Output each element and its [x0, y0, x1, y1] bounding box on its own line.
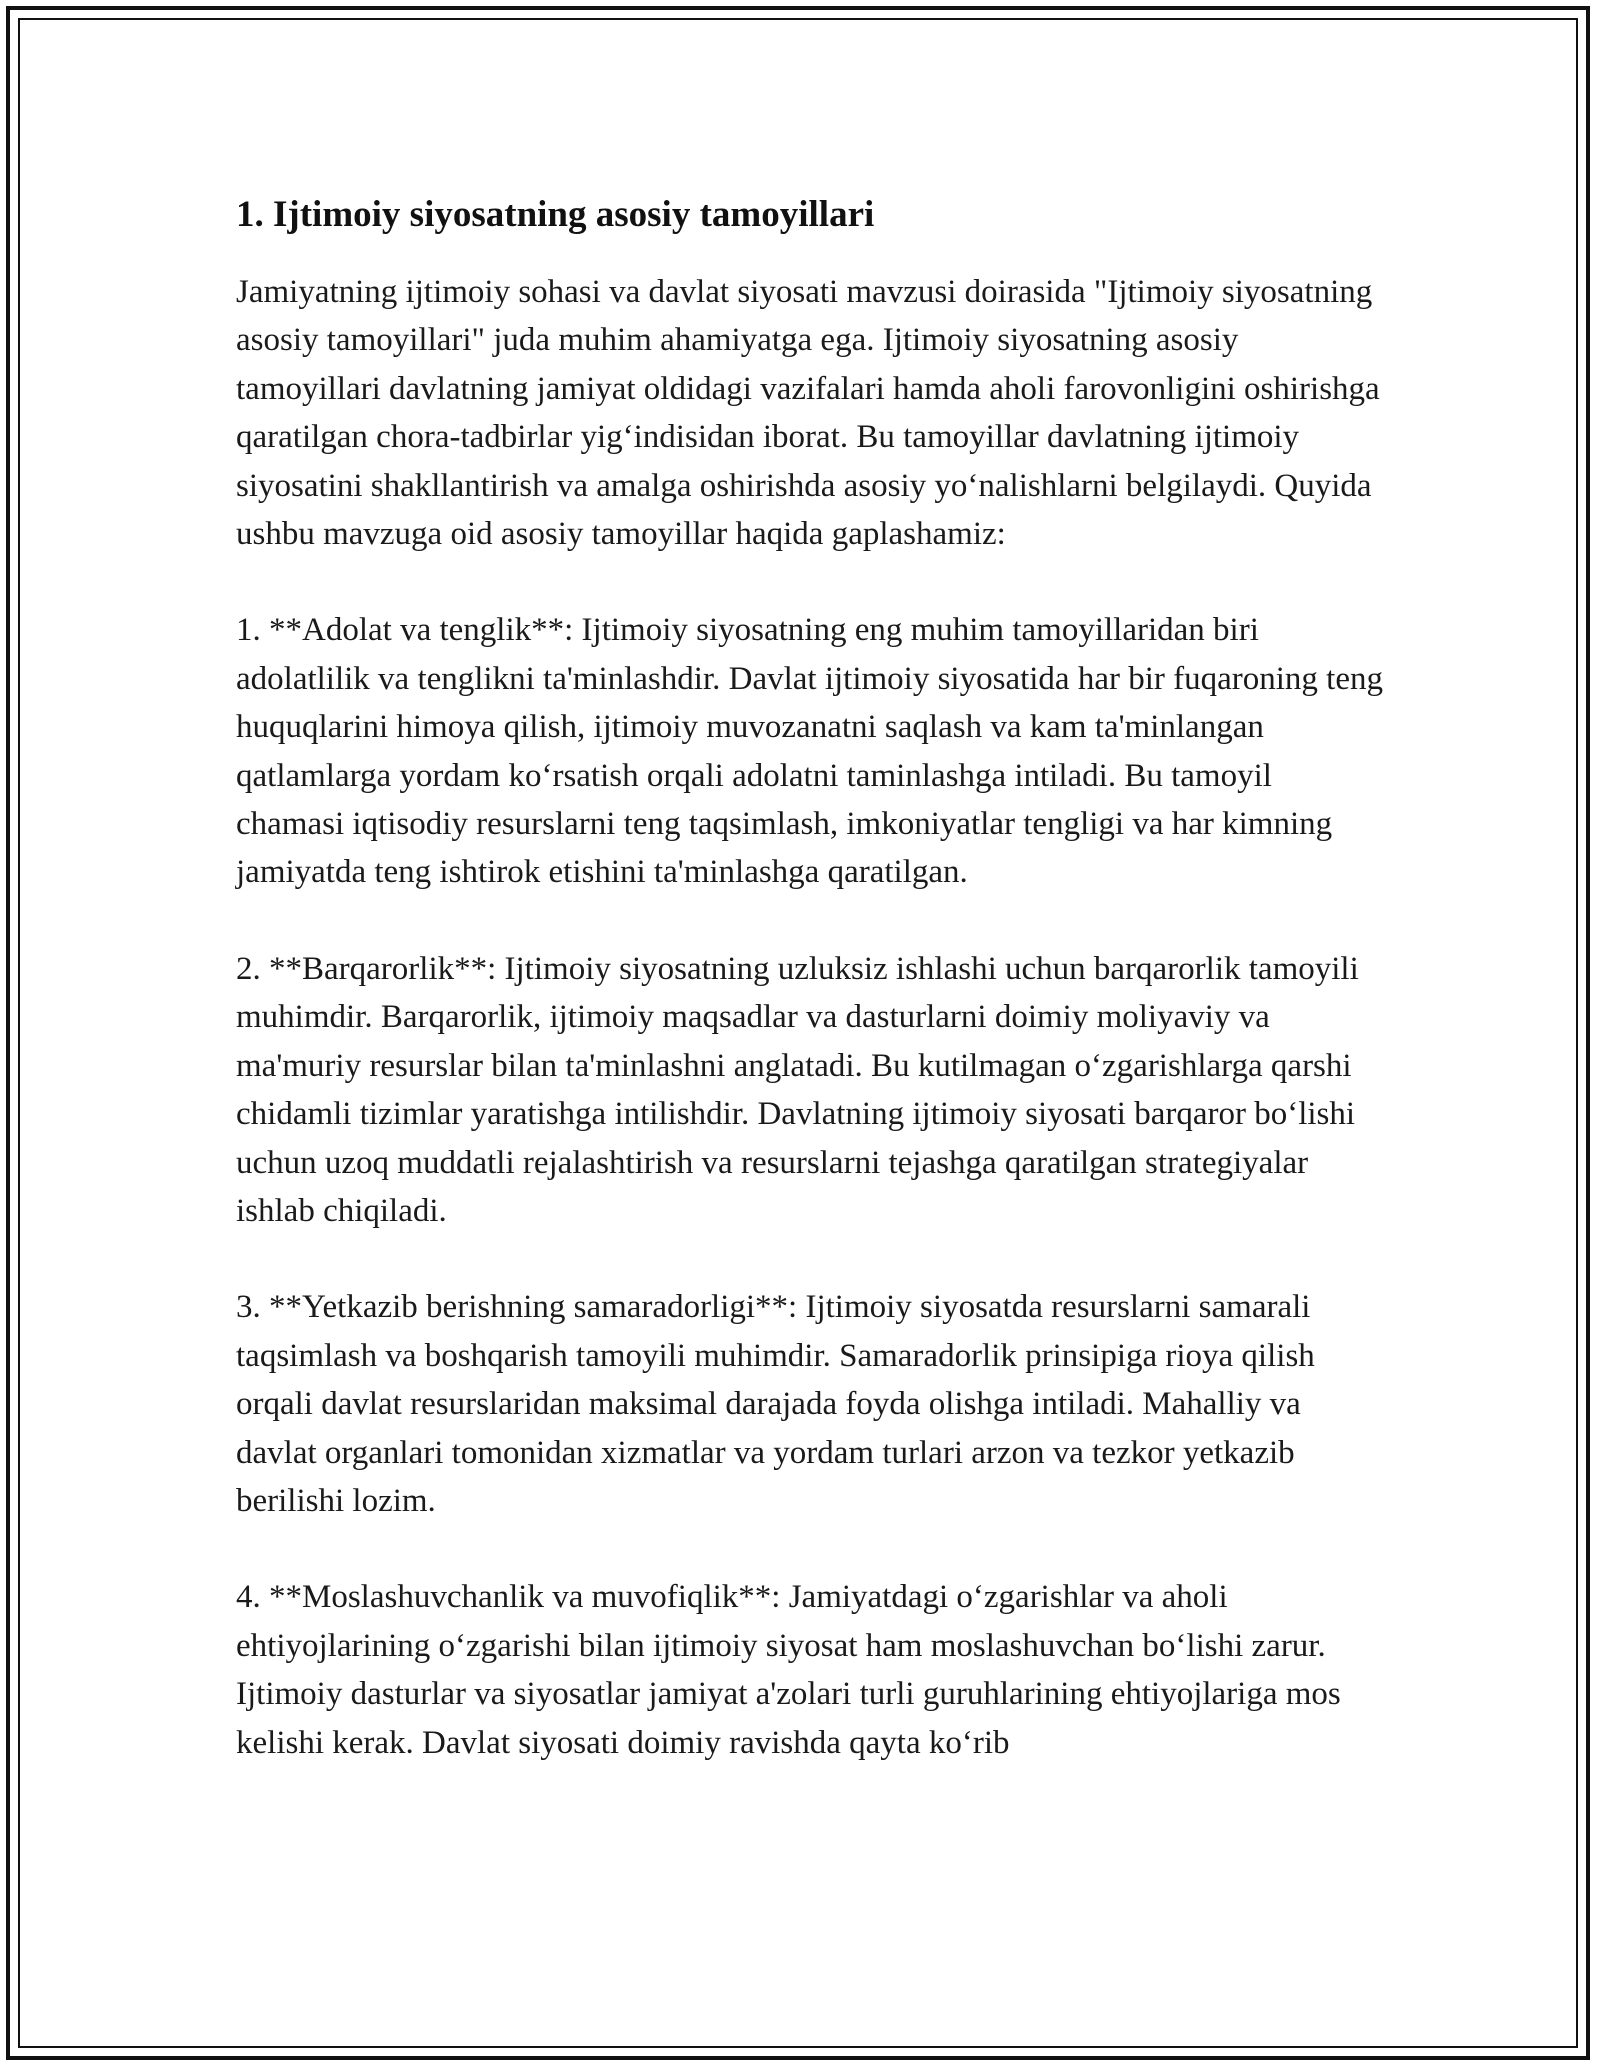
principle-fairness-paragraph: 1. **Adolat va tenglik**: Ijtimoiy siyosatning eng muhim tamoyillaridan biri adolatlilik va tenglikni ta'minlashdir. Davlat ijtimoiy siyosatida har bir fuqaroning teng huquqlarini himoya qilish, ijtimoiy muvozanatni saqlash va kam ta'minlangan qatlamlarga yordam ko‘rsatish orqali adolatni taminlashga intiladi. Bu tamoyil chamasi iqtisodiy resurslarni teng taqsimlash, imkoniyatlar tengligi va har kimning jamiyatda teng ishtirok etishini ta'minlashga qaratilgan. [236, 612, 1383, 891]
principle-flexibility-paragraph: 4. **Moslashuvchanlik va muvofiqlik**: Jamiyatdagi o‘zgarishlar va aholi ehtiyojlarining o‘zgarishi bilan ijtimoiy siyosat ham moslashuvchan bo‘lishi zarur. Ijtimoiy dasturlar va siyosatlar jamiyat a'zolari turli guruhlarining ehtiyojlariga mos kelishi kerak. Davlat siyosati doimiy ravishda qayta ko‘rib [236, 1579, 1341, 1761]
intro-paragraph: Jamiyatning ijtimoiy sohasi va davlat siyosati mavzusi doirasida "Ijtimoiy siyosatning asosiy tamoyillari" juda muhim ahamiyatga ega. Ijtimoiy siyosatning asosiy tamoyillari davlatning jamiyat oldidagi vazifalari hamda aholi farovonligini oshirishga qaratilgan chora-tadbirlar yig‘indisidan iborat. Bu tamoyillar davlatning ijtimoiy siyosatini shakllantirish va amalga oshirishda asosiy yo‘nalishlarni belgilaydi. Quyida ushbu mavzuga oid asosiy tamoyillar haqida gaplashamiz: [236, 274, 1380, 553]
principle-stability-paragraph: 2. **Barqarorlik**: Ijtimoiy siyosatning uzluksiz ishlashi uchun barqarorlik tamoyili muhimdir. Barqarorlik, ijtimoiy maqsadlar va dasturlarni doimiy moliyaviy va ma'muriy resurslar bilan ta'minlashni anglatadi. Bu kutilmagan o‘zgarishlarga qarshi chidamli tizimlar yaratishga intilishdir. Davlatning ijtimoiy siyosati barqaror bo‘lishi uchun uzoq muddatli rejalashtirish va resurslarni tejashga qaratilgan strategiyalar ishlab chiqiladi. [236, 950, 1359, 1229]
principle-efficiency-paragraph: 3. **Yetkazib berishning samaradorligi**: Ijtimoiy siyosatda resurslarni samarali taqsimlash va boshqarish tamoyili muhimdir. Samaradorlik prinsipiga rioya qilish orqali davlat resurslaridan maksimal darajada foyda olishga intiladi. Mahalliy va davlat organlari tomonidan xizmatlar va yordam turlari arzon va tezkor yetkazib berilishi lozim. [236, 1289, 1315, 1519]
section-heading: 1. Ijtimoiy siyosatning asosiy tamoyillari [236, 194, 875, 235]
document-body [236, 188, 1386, 1815]
